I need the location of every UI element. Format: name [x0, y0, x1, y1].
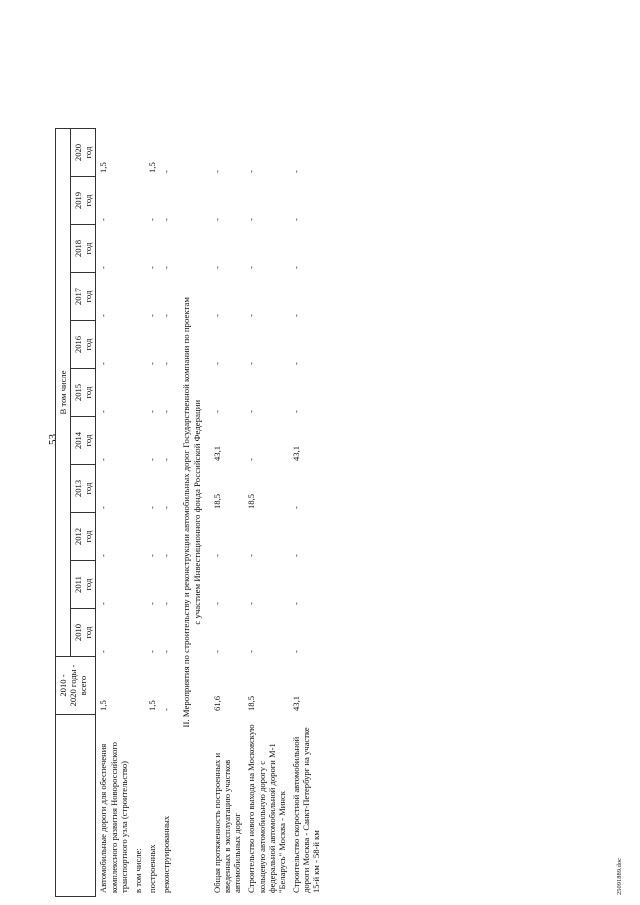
row-year-value: -	[98, 410, 109, 413]
table-body-top	[96, 129, 173, 897]
header-year-unit: год	[83, 290, 94, 303]
table-row	[145, 129, 159, 897]
row-year-value: 18,5	[212, 493, 223, 509]
row-year-value: -	[161, 314, 172, 317]
header-total-line2: 2020 годы -	[68, 664, 79, 707]
row-year-value: -	[98, 458, 109, 461]
header-year	[71, 465, 96, 513]
row-name: реконструированных	[161, 815, 172, 893]
row-year-value	[131, 561, 145, 609]
header-year	[71, 561, 96, 609]
row-total: 43,1	[291, 695, 301, 711]
row-year-value: -	[246, 458, 257, 461]
row-year-value: -	[212, 650, 223, 653]
header-year-number: 2016	[73, 335, 84, 354]
row-year-value: -	[146, 410, 157, 413]
header-year-number: 2013	[73, 479, 84, 498]
section-ii	[173, 129, 210, 897]
row-year-value: -	[291, 266, 301, 269]
row-year-value: -	[246, 170, 257, 173]
section-title	[173, 129, 210, 897]
row-total	[131, 657, 145, 715]
row-year-value: -	[161, 602, 172, 605]
table-row	[289, 129, 323, 897]
row-year-value	[131, 513, 145, 561]
row-year-value: -	[98, 650, 109, 653]
row-year-value: -	[291, 314, 301, 317]
footer-filename: 25091889.doc	[616, 857, 623, 895]
row-year-value: -	[146, 218, 157, 221]
header-year	[71, 417, 96, 465]
row-year-value: -	[161, 554, 172, 557]
row-year-value: -	[146, 650, 157, 653]
row-year-value: -	[212, 218, 223, 221]
row-year-value: -	[146, 314, 157, 317]
row-year-value: -	[246, 266, 257, 269]
row-year-value: -	[161, 170, 172, 173]
header-year-unit: год	[83, 530, 94, 543]
table-header	[56, 129, 96, 897]
header-year-number: 2018	[73, 239, 84, 258]
row-year-value	[131, 369, 145, 417]
row-year-value: -	[291, 650, 301, 653]
row-year-value: -	[98, 218, 109, 221]
table-body-bottom	[210, 129, 323, 897]
row-year-value: -	[246, 218, 257, 221]
table-row	[96, 129, 131, 897]
row-name: в том числе:	[132, 848, 143, 893]
header-year-number: 2017	[73, 287, 84, 306]
header-year-number: 2012	[73, 527, 84, 546]
row-year-value: 18,5	[246, 493, 257, 509]
section-title-line2: с участием Инвестиционного фонда Российской Федерации	[191, 399, 202, 625]
row-year-value: -	[246, 650, 257, 653]
header-year	[71, 369, 96, 417]
header-blank	[56, 715, 96, 897]
header-year-unit: год	[83, 434, 94, 447]
header-year	[71, 273, 96, 321]
header-year	[71, 513, 96, 561]
row-year-value	[131, 129, 145, 177]
table-row	[244, 129, 289, 897]
row-year-value: -	[212, 314, 223, 317]
road-length-table	[55, 128, 323, 897]
row-year-value: -	[98, 362, 109, 365]
row-year-value: -	[246, 554, 257, 557]
row-year-value: -	[291, 410, 301, 413]
section-title-line1: II. Мероприятия по строительству и реконструкции автомобильных дорог Государственной компании по проектам	[181, 297, 192, 728]
row-year-value: 1,5	[146, 162, 157, 173]
row-total: 1,5	[98, 700, 109, 711]
header-year	[71, 609, 96, 657]
header-year-number: 2019	[73, 191, 84, 210]
header-total-line3: всего	[78, 675, 89, 696]
row-name: Общая протяженность построенных и введенных в эксплуатацию участков автомобильных дорог	[212, 752, 243, 893]
table-row	[131, 129, 145, 897]
header-year	[71, 177, 96, 225]
header-total-line1: 2010 -	[58, 674, 68, 697]
row-year-value: -	[161, 218, 172, 221]
header-year-unit: год	[83, 194, 94, 207]
row-year-value: -	[161, 458, 172, 461]
header-year-number: 2010	[73, 623, 84, 642]
row-year-value: -	[146, 362, 157, 365]
row-year-value: -	[291, 554, 301, 557]
row-year-value: -	[161, 266, 172, 269]
row-name: Автомобильные дороги для обеспечения комплексного развития Новороссийского транспортного узла (строительство)	[98, 742, 129, 893]
row-year-value: -	[161, 506, 172, 509]
row-year-value	[131, 225, 145, 273]
row-year-value: -	[291, 170, 301, 173]
row-year-value: -	[161, 650, 172, 653]
header-in-that-number: В том числе	[56, 129, 71, 657]
row-year-value: -	[291, 602, 301, 605]
header-year-number: 2014	[73, 431, 84, 450]
row-year-value: -	[212, 170, 223, 173]
header-year-number: 2020	[73, 143, 84, 162]
row-year-value	[131, 609, 145, 657]
row-year-value: -	[212, 554, 223, 557]
row-total: 1,5	[146, 700, 157, 711]
table-row	[159, 129, 173, 897]
row-year-value: -	[291, 506, 301, 509]
header-year-unit: год	[83, 626, 94, 639]
row-year-value: 43,1	[212, 445, 223, 461]
header-year	[71, 129, 96, 177]
table-row	[210, 129, 244, 897]
row-total: -	[161, 708, 172, 711]
row-year-value: -	[212, 362, 223, 365]
row-year-value: 1,5	[98, 162, 109, 173]
row-year-value: -	[98, 266, 109, 269]
header-year-unit: год	[83, 338, 94, 351]
row-year-value: -	[212, 266, 223, 269]
row-year-value: -	[212, 410, 223, 413]
row-year-value: -	[98, 554, 109, 557]
row-year-value: -	[146, 458, 157, 461]
row-year-value: -	[146, 266, 157, 269]
row-name: построенных	[146, 844, 157, 893]
row-year-value: -	[291, 362, 301, 365]
row-year-value: -	[246, 362, 257, 365]
row-year-value: -	[291, 218, 301, 221]
row-year-value: -	[146, 602, 157, 605]
header-year-unit: год	[83, 482, 94, 495]
row-year-value: 43,1	[291, 445, 301, 461]
header-year	[71, 225, 96, 273]
row-year-value	[131, 417, 145, 465]
header-year-number: 2011	[73, 576, 84, 593]
row-year-value: -	[246, 602, 257, 605]
row-year-value: -	[98, 506, 109, 509]
page-number: 53	[47, 434, 59, 445]
row-year-value: -	[98, 314, 109, 317]
row-name: Строительство нового выхода на Московскую кольцевую автомобильную дорогу с федеральной автомобильной дороги М-1 "Беларусь" Москва - Минск	[246, 724, 287, 893]
header-year-unit: год	[83, 242, 94, 255]
header-total	[56, 657, 96, 715]
row-year-value: -	[161, 362, 172, 365]
row-name: Строительство скоростной автомобильной дороги Москва - Санкт-Петербург на участке 15-й км - 58-й км	[291, 727, 322, 893]
header-year-unit: год	[83, 146, 94, 159]
row-year-value	[131, 465, 145, 513]
row-year-value: -	[98, 602, 109, 605]
row-year-value: -	[146, 554, 157, 557]
row-year-value: -	[246, 410, 257, 413]
row-year-value: -	[212, 602, 223, 605]
row-total: 61,6	[212, 695, 223, 711]
header-year-number: 2015	[73, 383, 84, 402]
row-year-value	[131, 177, 145, 225]
row-year-value	[131, 321, 145, 369]
header-year	[71, 321, 96, 369]
row-year-value: -	[246, 314, 257, 317]
header-year-unit: год	[83, 386, 94, 399]
row-year-value: -	[146, 506, 157, 509]
row-total: 18,5	[246, 695, 257, 711]
row-year-value	[131, 273, 145, 321]
header-year-unit: год	[83, 578, 94, 591]
row-year-value: -	[161, 410, 172, 413]
